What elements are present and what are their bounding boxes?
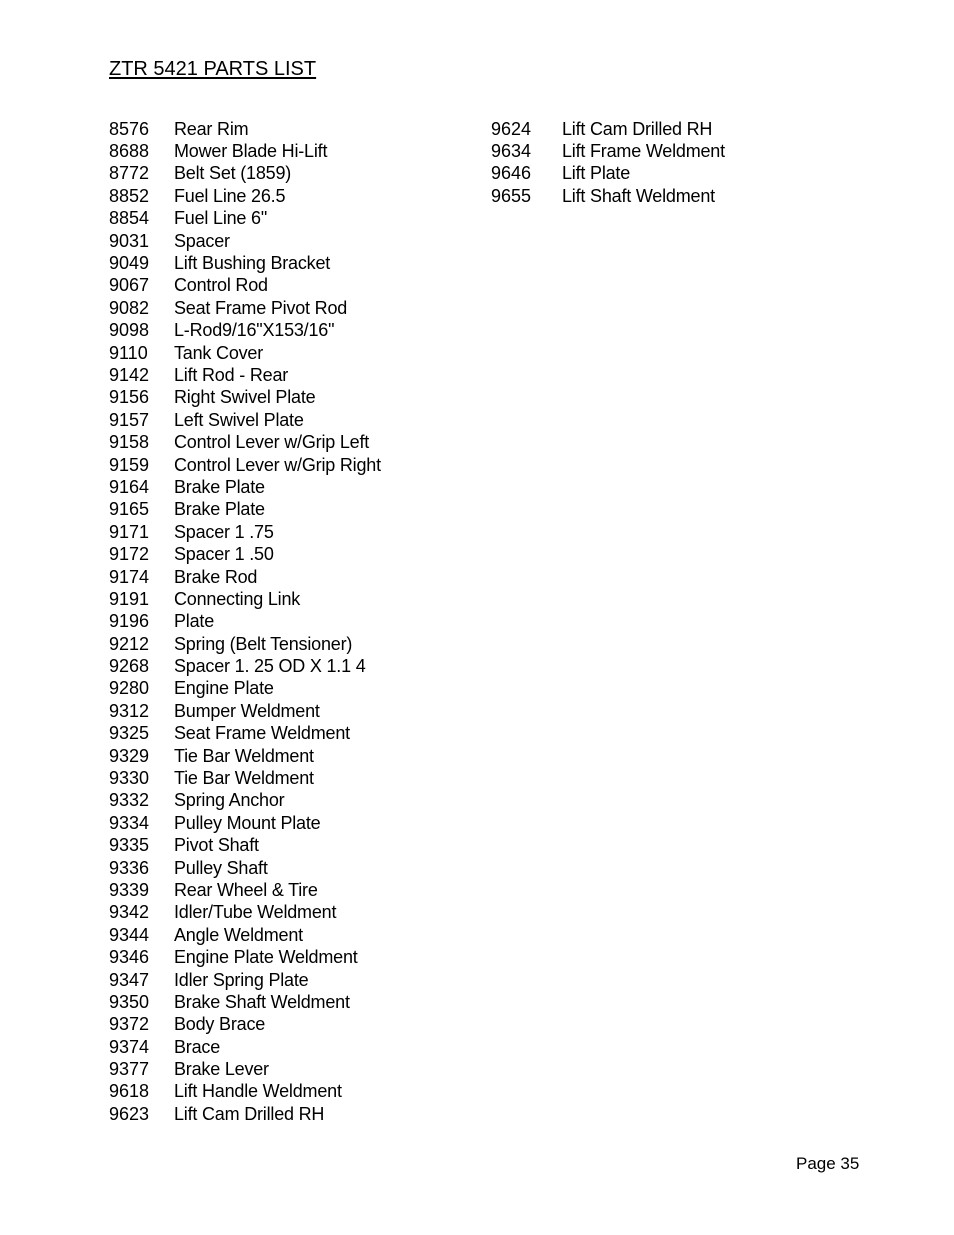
part-description: Spacer 1. 25 OD X 1.1 4	[174, 656, 366, 677]
part-row	[109, 969, 381, 991]
part-description: Tie Bar Weldment	[174, 745, 314, 766]
part-number: 8772	[109, 163, 150, 184]
part-description: Spacer 1 .50	[174, 544, 274, 565]
part-row	[109, 991, 381, 1013]
part-row	[109, 543, 381, 565]
part-number: 9374	[109, 1036, 150, 1057]
part-description: L-Rod9/16"X153/16"	[174, 320, 335, 341]
part-row	[491, 118, 725, 140]
part-row	[109, 409, 381, 431]
part-row	[109, 745, 381, 767]
part-row	[109, 812, 381, 834]
part-description: Tie Bar Weldment	[174, 768, 314, 789]
part-description: Lift Bushing Bracket	[174, 253, 331, 274]
part-number: 9312	[109, 700, 150, 721]
part-description: Spring Anchor	[174, 790, 285, 811]
part-row	[109, 454, 381, 476]
part-row	[109, 1036, 381, 1058]
part-row	[109, 118, 381, 140]
part-description: Bumper Weldment	[174, 700, 320, 721]
part-description: Rear Rim	[174, 118, 249, 139]
part-description: Brake Shaft Weldment	[174, 991, 350, 1012]
part-number: 9196	[109, 611, 150, 632]
part-row	[491, 140, 725, 162]
part-number: 9171	[109, 521, 150, 542]
part-description: Tank Cover	[174, 342, 264, 363]
part-number: 9110	[109, 342, 148, 363]
part-number: 9156	[109, 387, 150, 408]
part-number: 9346	[109, 947, 150, 968]
part-number: 9098	[109, 320, 150, 341]
part-description: Brake Plate	[174, 499, 265, 520]
part-description: Plate	[174, 611, 215, 632]
part-number: 9372	[109, 1014, 150, 1035]
part-description: Fuel Line 6"	[174, 208, 268, 229]
part-number: 9330	[109, 768, 150, 789]
part-number: 9332	[109, 790, 150, 811]
part-description: Lift Frame Weldment	[562, 141, 725, 162]
part-number: 9336	[109, 857, 150, 878]
part-description: Idler/Tube Weldment	[174, 902, 337, 923]
part-description: Engine Plate	[174, 678, 274, 699]
parts-list-left-column	[109, 118, 381, 1126]
part-row	[109, 924, 381, 946]
part-number: 9165	[109, 499, 150, 520]
part-description: Mower Blade Hi-Lift	[174, 141, 328, 162]
part-description: Brace	[174, 1036, 221, 1057]
part-number: 8854	[109, 208, 150, 229]
part-number: 9049	[109, 253, 150, 274]
part-number: 9377	[109, 1059, 150, 1080]
part-row	[109, 700, 381, 722]
part-row	[109, 364, 381, 386]
part-row	[109, 275, 381, 297]
part-number: 9624	[491, 118, 532, 139]
part-description: Seat Frame Pivot Rod	[174, 297, 348, 318]
part-description: Control Lever w/Grip Right	[174, 454, 381, 475]
part-row	[109, 208, 381, 230]
part-row	[109, 521, 381, 543]
part-row	[109, 1081, 381, 1103]
part-number: 9082	[109, 297, 150, 318]
part-row	[109, 320, 381, 342]
part-number: 8852	[109, 185, 150, 206]
part-row	[109, 163, 381, 185]
part-number: 9334	[109, 812, 150, 833]
part-number: 9191	[109, 588, 150, 609]
part-description: Belt Set (1859)	[174, 163, 292, 184]
part-description: Pivot Shaft	[174, 835, 259, 856]
part-number: 8688	[109, 141, 150, 162]
part-row	[109, 767, 381, 789]
part-number: 9164	[109, 476, 150, 497]
part-number: 9347	[109, 969, 150, 990]
part-row	[109, 655, 381, 677]
part-description: Control Rod	[174, 275, 268, 296]
parts-list-right-column	[491, 118, 725, 208]
part-number: 9623	[109, 1103, 150, 1124]
part-number: 9339	[109, 879, 150, 900]
part-description: Brake Plate	[174, 476, 265, 497]
part-row	[109, 790, 381, 812]
part-row	[109, 230, 381, 252]
part-row	[109, 678, 381, 700]
part-row	[109, 185, 381, 207]
part-number: 9280	[109, 678, 150, 699]
part-row	[109, 252, 381, 274]
part-row	[109, 140, 381, 162]
part-number: 9655	[491, 185, 532, 206]
part-number: 9174	[109, 566, 150, 587]
part-number: 9159	[109, 454, 150, 475]
part-description: Lift Handle Weldment	[174, 1081, 342, 1102]
part-description: Lift Rod - Rear	[174, 364, 289, 385]
part-row	[109, 902, 381, 924]
part-number: 9158	[109, 432, 150, 453]
part-description: Pulley Shaft	[174, 857, 268, 878]
part-description: Fuel Line 26.5	[174, 185, 286, 206]
part-description: Spacer	[174, 230, 230, 251]
part-row	[109, 611, 381, 633]
part-number: 9646	[491, 163, 532, 184]
part-description: Right Swivel Plate	[174, 387, 316, 408]
part-description: Lift Cam Drilled RH	[174, 1103, 325, 1124]
part-row	[491, 185, 725, 207]
part-description: Pulley Mount Plate	[174, 812, 321, 833]
part-row	[109, 1058, 381, 1080]
part-number: 9212	[109, 633, 150, 654]
part-row	[109, 297, 381, 319]
part-description: Left Swivel Plate	[174, 409, 304, 430]
part-description: Brake Lever	[174, 1059, 269, 1080]
part-description: Rear Wheel & Tire	[174, 879, 318, 900]
part-description: Spacer 1 .75	[174, 521, 274, 542]
part-description: Control Lever w/Grip Left	[174, 432, 370, 453]
part-row	[109, 633, 381, 655]
part-number: 9329	[109, 745, 150, 766]
part-description: Body Brace	[174, 1014, 266, 1035]
part-description: Brake Rod	[174, 566, 258, 587]
part-number: 9268	[109, 656, 150, 677]
part-row	[109, 342, 381, 364]
part-description: Idler Spring Plate	[174, 969, 309, 990]
part-description: Seat Frame Weldment	[174, 723, 350, 744]
part-row	[109, 723, 381, 745]
part-row	[109, 431, 381, 453]
part-number: 9325	[109, 723, 150, 744]
part-number: 9634	[491, 141, 532, 162]
part-number: 9335	[109, 835, 150, 856]
part-description: Lift Shaft Weldment	[562, 185, 715, 206]
part-description: Lift Cam Drilled RH	[562, 118, 713, 139]
part-row	[109, 588, 381, 610]
part-number: 9350	[109, 991, 150, 1012]
part-description: Angle Weldment	[174, 924, 303, 945]
part-row	[109, 566, 381, 588]
part-row	[491, 163, 725, 185]
part-row	[109, 1014, 381, 1036]
part-number: 9142	[109, 364, 150, 385]
part-row	[109, 1103, 381, 1125]
part-description: Spring (Belt Tensioner)	[174, 633, 353, 654]
part-row	[109, 835, 381, 857]
part-row	[109, 879, 381, 901]
page-number: Page 35	[796, 1154, 860, 1173]
part-number: 9031	[109, 230, 150, 251]
part-number: 9342	[109, 902, 150, 923]
part-description: Lift Plate	[562, 163, 631, 184]
part-number: 9067	[109, 275, 150, 296]
part-number: 9618	[109, 1081, 150, 1102]
part-number: 9172	[109, 544, 150, 565]
part-row	[109, 387, 381, 409]
part-row	[109, 476, 381, 498]
part-row	[109, 946, 381, 968]
part-row	[109, 499, 381, 521]
part-number: 8576	[109, 118, 150, 139]
page-title: ZTR 5421 PARTS LIST	[109, 58, 317, 80]
part-description: Engine Plate Weldment	[174, 947, 358, 968]
part-row	[109, 857, 381, 879]
part-description: Connecting Link	[174, 588, 301, 609]
part-number: 9344	[109, 924, 150, 945]
part-number: 9157	[109, 409, 150, 430]
